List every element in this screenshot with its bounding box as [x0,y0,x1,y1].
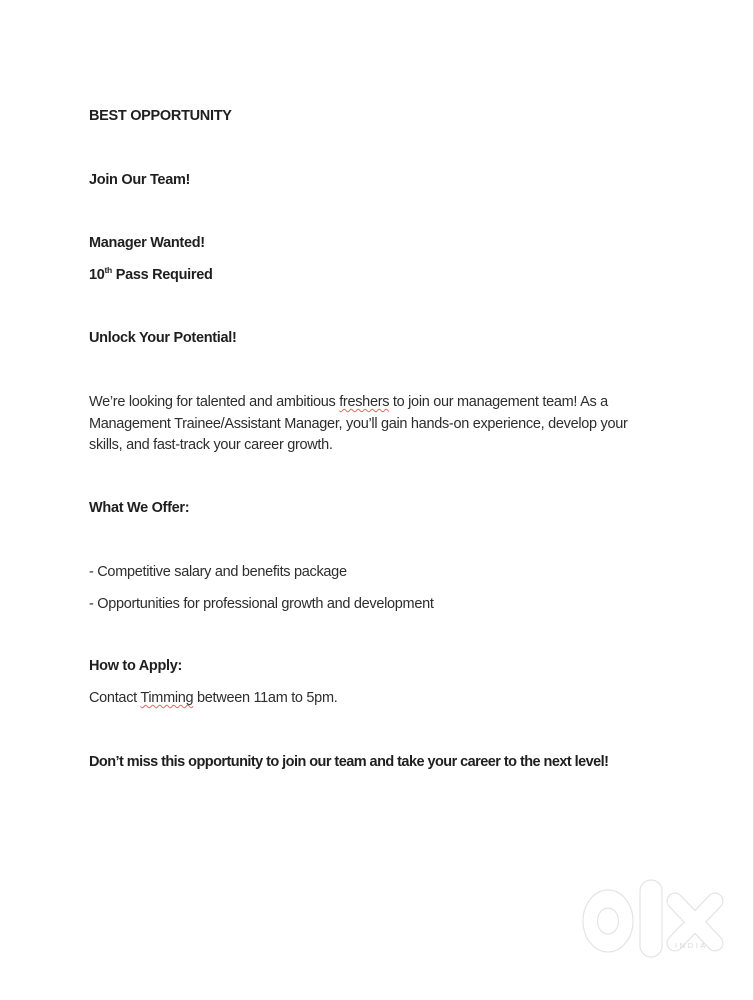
intro-line-2: Management Trainee/Assistant Manager, you’ll gain hands-on experience, develop your [89,415,628,432]
contact-line-start: Contact [89,690,141,706]
pass-required-ordinal: th [104,265,112,276]
olx-letter-l-icon [640,880,662,957]
heading-manager-wanted: Manager Wanted! [89,235,205,251]
olx-logo-watermark [578,876,726,962]
misspelled-word-timming: Timming [140,690,194,706]
contact-line [89,688,337,710]
heading-join-our-team: Join Our Team! [89,172,191,188]
intro-line-3: skills, and fast-track your career growth. [89,437,333,454]
olx-letter-x-icon [675,901,715,943]
offer-list-item-growth: - Opportunities for professional growth and development [89,596,434,612]
heading-what-we-offer: What We Offer: [89,500,190,516]
heading-unlock-potential: Unlock Your Potential! [89,330,237,346]
pass-required-text: Pass Required [111,267,213,283]
heading-how-to-apply: How to Apply: [89,658,183,674]
pass-required-number: 10 [89,267,105,283]
intro-line-1-end: to join our management team! As a [389,394,608,410]
intro-line-1-start: We’re looking for talented and ambitious [89,394,340,410]
heading-pass-required [89,265,213,287]
offer-list-item-salary: - Competitive salary and benefits package [89,564,347,580]
contact-line-end: between 11am to 5pm. [193,690,338,706]
heading-best-opportunity: BEST OPPORTUNITY [89,108,232,124]
misspelled-word-freshers: freshers [339,394,390,410]
intro-line-1 [89,392,628,414]
closing-line: Don’t miss this opportunity to join our team and take your career to the next level! [89,754,609,770]
olx-letter-o-hole [598,908,619,934]
watermark-country-label: INDIA [675,941,709,950]
intro-paragraph [89,392,628,457]
